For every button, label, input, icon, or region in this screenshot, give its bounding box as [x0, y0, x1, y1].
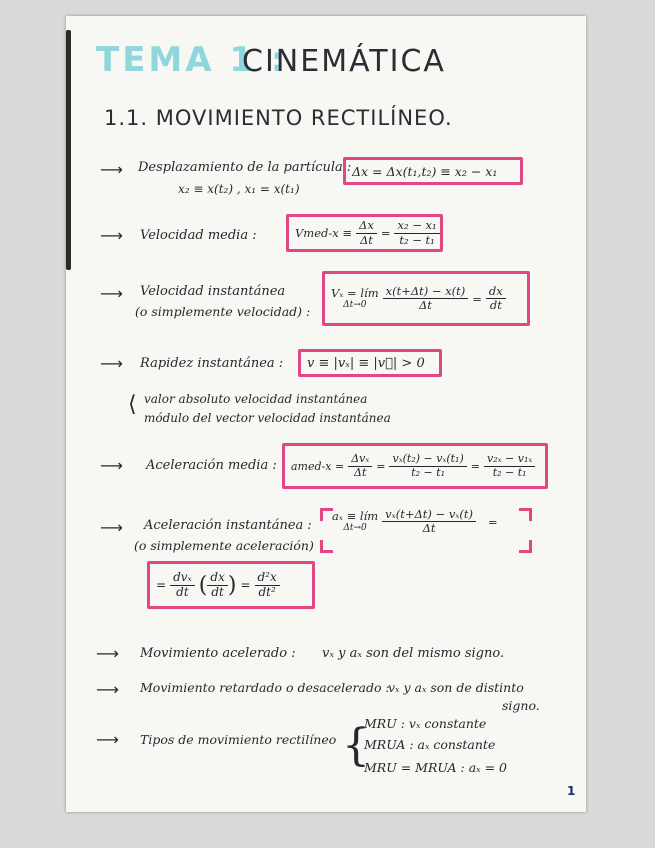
page-number: 1 — [567, 784, 576, 798]
rapidez-formula-box — [298, 349, 442, 377]
mov-retardado-label: Movimiento retardado o desacelerado : — [140, 680, 390, 695]
aceleracion-instantanea-label2: (o simplemente aceleración) — [134, 538, 314, 553]
arrow-icon: ⟶ — [100, 354, 123, 373]
arrow-icon: ⟶ — [100, 284, 123, 303]
tipos-label: Tipos de movimiento rectilíneo — [140, 732, 337, 747]
limit-sub: Δt→0 — [343, 299, 367, 310]
bracket-top-right — [519, 508, 532, 521]
fraction-den: Δt — [418, 298, 432, 312]
amed-lhs: amed-x = — [291, 459, 345, 473]
topic-label: TEMA 1 : — [96, 40, 288, 80]
mov-retardado-text: vₓ y aₓ son de distinto — [388, 680, 524, 695]
fraction-num: dvₓ — [170, 571, 195, 586]
limit-expression — [331, 287, 379, 311]
rapidez-label: Rapidez instantánea : — [140, 356, 284, 371]
fraction-num: d²x — [255, 571, 280, 586]
desplazamiento-sub: x₂ ≡ x(t₂) , x₁ = x(t₁) — [178, 182, 300, 196]
velocidad-instantanea-label: Velocidad instantánea — [140, 284, 286, 299]
vmed-lhs: Vmed-x ≡ — [295, 226, 353, 240]
mov-acelerado-text: vₓ y aₓ son del mismo signo. — [322, 646, 505, 661]
rapidez-note1: valor absoluto velocidad instantánea — [144, 392, 368, 406]
fraction-den: dt — [211, 584, 224, 599]
fraction — [394, 219, 439, 246]
aceleracion-instantanea-label: Aceleración instantánea : — [144, 518, 312, 533]
fraction-den: dt² — [258, 584, 276, 599]
bracket-bottom-left — [320, 540, 333, 553]
limit-lhs: aₓ ≡ lím — [332, 508, 379, 523]
fraction-den: Δt — [359, 232, 373, 247]
aceleracion-instantanea-formula — [332, 508, 498, 535]
page-title: CINEMÁTICA — [242, 44, 446, 79]
fraction-den: dt — [176, 584, 189, 599]
equals-sign: = — [376, 459, 386, 473]
rapidez-note2: módulo del vector velocidad instantánea — [144, 411, 391, 425]
arrow-icon: ⟶ — [96, 680, 119, 699]
arrow-icon: ⟶ — [100, 226, 123, 245]
velocidad-media-formula-box — [286, 214, 443, 252]
brace-icon: { — [342, 720, 370, 771]
desplazamiento-formula-box — [343, 157, 523, 185]
fraction-num: vₓ(t+Δt) − vₓ(t) — [382, 508, 476, 522]
fraction — [255, 571, 280, 600]
tipo-mru-mrua: MRU = MRUA : aₓ = 0 — [364, 760, 507, 775]
fraction — [356, 219, 377, 246]
arrow-icon: ⟶ — [100, 518, 123, 537]
fraction-den: t₂ − t₁ — [492, 465, 527, 479]
fraction-num: Δx — [356, 219, 377, 233]
fraction-num: Δvₓ — [348, 453, 372, 467]
fraction-den: Δt — [354, 465, 367, 479]
fraction-num: x(t+Δt) − x(t) — [383, 285, 469, 299]
fraction-num: x₂ − x₁ — [394, 219, 439, 233]
limit-expression — [332, 510, 378, 534]
binding-edge — [66, 30, 71, 270]
velocidad-instantanea-label2: (o simplemente velocidad) : — [135, 304, 311, 319]
equals-sign: = — [156, 578, 167, 592]
fraction — [484, 453, 535, 479]
fraction-num: vₓ(t₂) − vₓ(t₁) — [389, 453, 466, 467]
mov-acelerado-label: Movimiento acelerado : — [140, 646, 296, 661]
arrow-icon: ⟶ — [100, 160, 123, 179]
aceleracion-media-label: Aceleración media : — [146, 458, 277, 473]
paren-open-icon: ( — [198, 572, 208, 598]
mov-retardado-text2: signo. — [502, 698, 540, 713]
tipo-mrua: MRUA : aₓ constante — [364, 737, 496, 752]
paren-close-icon: ) — [227, 572, 237, 598]
limit-sub: Δt→0 — [343, 523, 367, 534]
brace-icon: ⟨ — [128, 392, 137, 417]
fraction-den: Δt — [422, 521, 436, 536]
desplazamiento-formula: Δx = Δx(t₁,t₂) ≡ x₂ − x₁ — [352, 163, 498, 179]
aceleracion-media-formula-box — [282, 443, 548, 489]
equals-sign: = — [470, 459, 480, 473]
aceleracion-derivadas-box — [147, 561, 315, 609]
fraction-num: dx — [207, 571, 227, 586]
fraction-den: t₂ − t₁ — [411, 465, 446, 479]
fraction-den: dt — [489, 298, 502, 312]
arrow-icon: ⟶ — [96, 730, 119, 749]
arrow-icon: ⟶ — [96, 644, 119, 663]
section-heading: 1.1. MOVIMIENTO RECTILÍNEO. — [104, 106, 453, 130]
fraction-den: t₂ − t₁ — [399, 232, 435, 247]
bracket-bottom-right — [519, 540, 532, 553]
equals-sign: = — [380, 226, 391, 240]
fraction — [486, 285, 506, 312]
equals-sign: = — [472, 291, 482, 306]
tipo-mru: MRU : vₓ constante — [364, 716, 487, 731]
arrow-icon: ⟶ — [100, 456, 123, 475]
rapidez-formula: v ≡ |vₓ| ≡ |v⃗| > 0 — [307, 355, 425, 371]
velocidad-media-label: Velocidad media : — [140, 228, 257, 243]
velocidad-instantanea-formula-box — [322, 271, 530, 326]
equals-sign: = — [488, 514, 498, 529]
fraction-num: v₂ₓ − v₁ₓ — [484, 453, 535, 467]
desplazamiento-label: Desplazamiento de la partícula : — [138, 160, 352, 175]
fraction — [207, 571, 227, 600]
fraction — [348, 453, 372, 479]
limit-lhs: Vₓ = lím — [331, 285, 379, 300]
equals-sign: = — [240, 578, 251, 592]
fraction — [389, 453, 466, 479]
fraction — [170, 571, 195, 600]
fraction-num: dx — [486, 285, 506, 299]
fraction — [383, 285, 469, 312]
fraction — [382, 508, 476, 535]
